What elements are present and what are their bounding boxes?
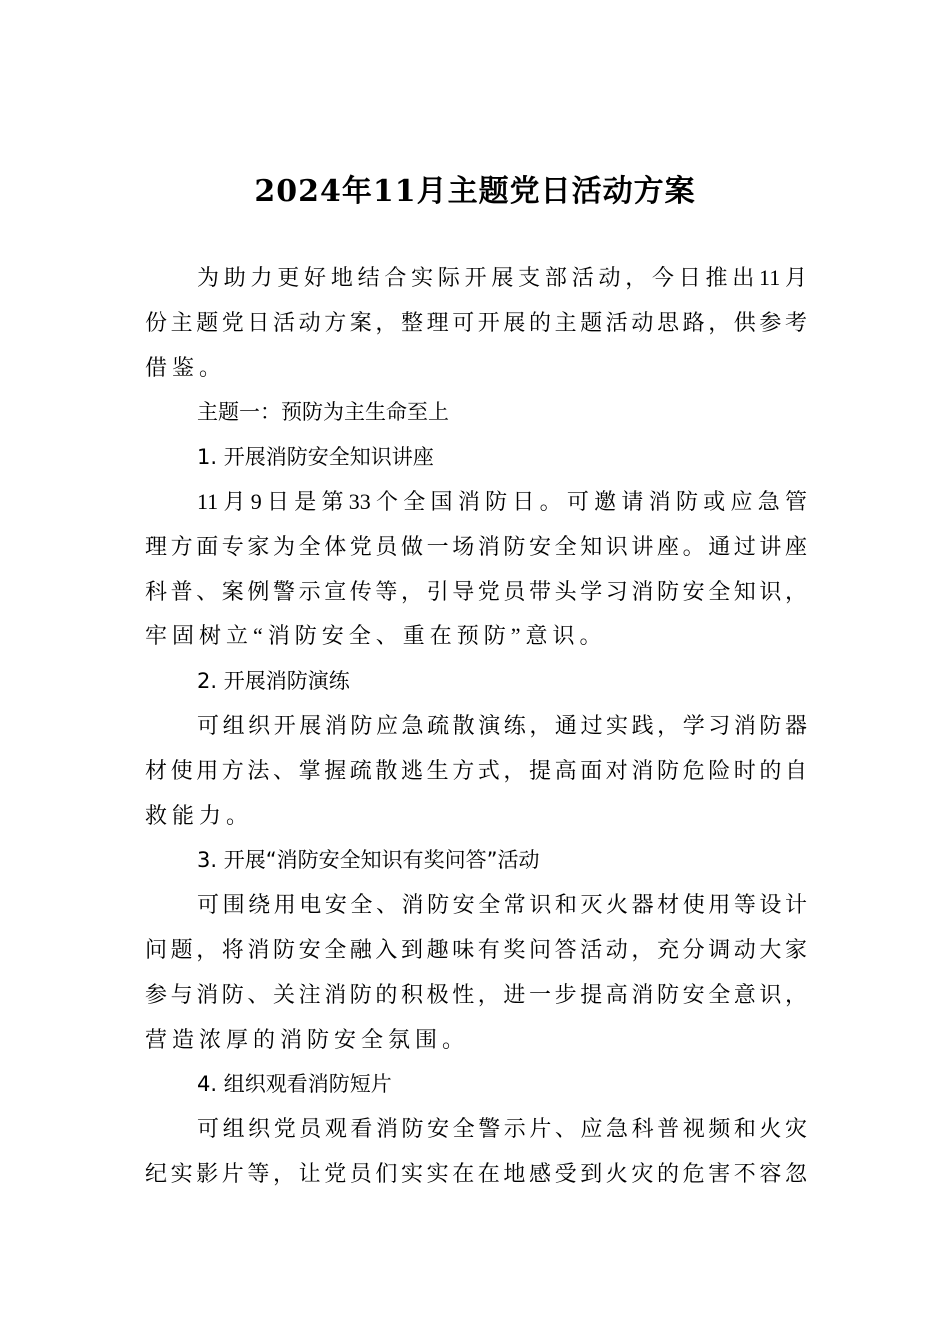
paragraph-line: 可组织开展消防应急疏散演练，通过实践，学习消防器 <box>197 712 807 738</box>
paragraph-line: 11月9日是第33个全国消防日。可邀请消防或应急管 <box>197 488 807 514</box>
paragraph-line: 营造浓厚的消防安全氛围。 <box>145 1026 470 1052</box>
paragraph-line: 理方面专家为全体党员做一场消防安全知识讲座。通过讲座 <box>145 533 807 559</box>
paragraph-line: 可组织党员观看消防安全警示片、应急科普视频和火灾 <box>197 1116 807 1142</box>
paragraph-line: 材使用方法、掌握疏散逃生方式，提高面对消防危险时的自 <box>145 757 807 783</box>
paragraph-line: 参与消防、关注消防的积极性，进一步提高消防安全意识， <box>145 981 807 1007</box>
paragraph-line: 可围绕用电安全、消防安全常识和灭火器材使用等设计 <box>197 892 807 918</box>
section-heading: 3. 开展“消防安全知识有奖问答”活动 <box>197 848 540 873</box>
section-heading: 1. 开展消防安全知识讲座 <box>197 445 434 470</box>
paragraph-line: 份主题党日活动方案，整理可开展的主题活动思路，供参考 <box>145 309 807 335</box>
paragraph-line: 借鉴。 <box>145 354 227 380</box>
section-heading: 2. 开展消防演练 <box>197 669 350 694</box>
document-title: 2024年11月主题党日活动方案 <box>254 174 696 209</box>
section-heading: 4. 组织观看消防短片 <box>197 1072 392 1097</box>
document-body <box>145 256 807 1197</box>
paragraph-line: 科普、案例警示宣传等，引导党员带头学习消防安全知识， <box>145 578 807 604</box>
theme-heading: 主题一：预防为主生命至上 <box>197 400 449 425</box>
paragraph-line: 为助力更好地结合实际开展支部活动，今日推出11月 <box>197 265 807 290</box>
paragraph-line: 纪实影片等，让党员们实实在在地感受到火灾的危害不容忽 <box>145 1160 807 1186</box>
paragraph-line: 牢固树立“消防安全、重在预防”意识。 <box>145 623 607 649</box>
paragraph-line: 问题，将消防安全融入到趣味有奖问答活动，充分调动大家 <box>145 936 807 962</box>
paragraph-line: 救能力。 <box>145 802 254 828</box>
